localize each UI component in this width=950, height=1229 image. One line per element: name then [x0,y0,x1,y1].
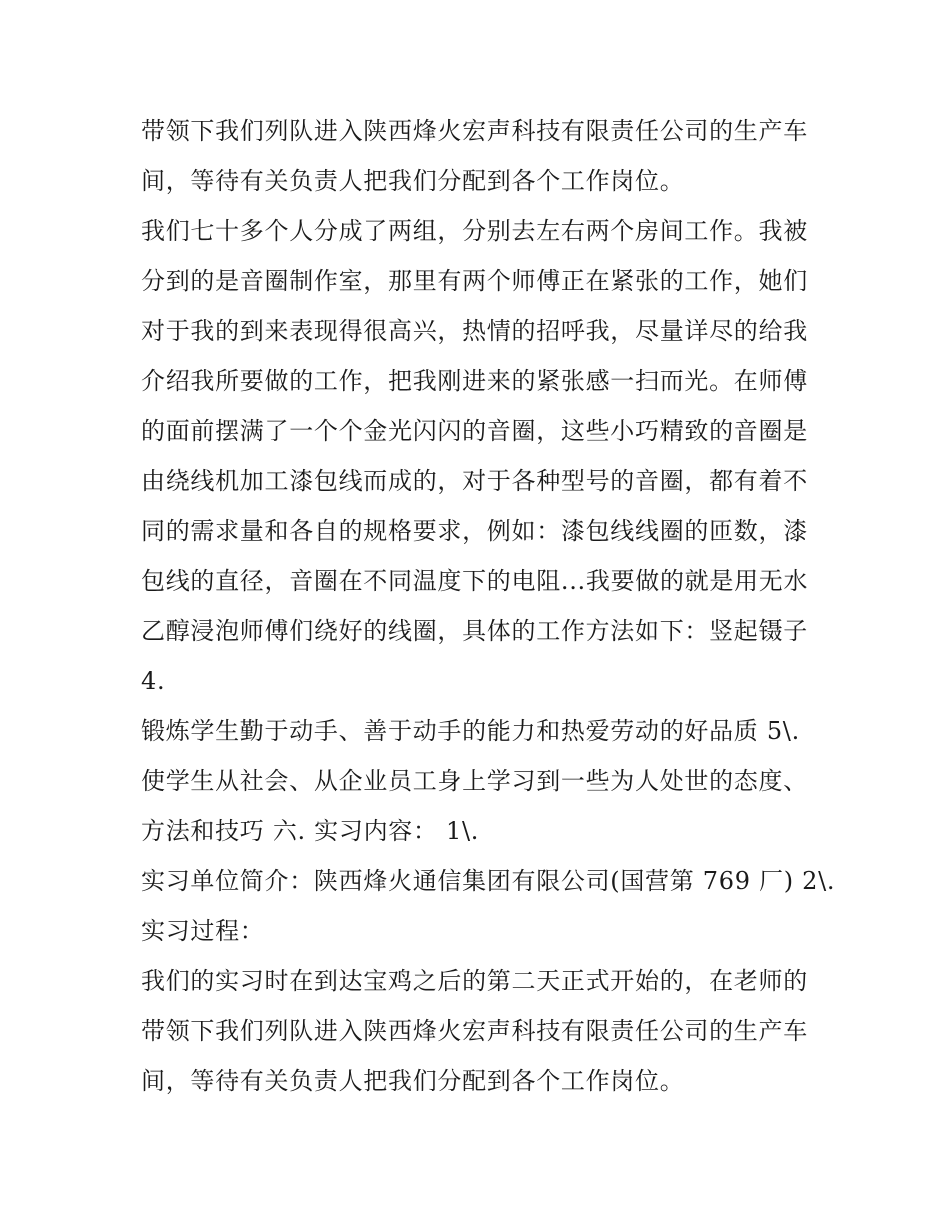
text-line: 的面前摆满了一个个金光闪闪的音圈，这些小巧精致的音圈是 [141,417,808,445]
text-line: 我们七十多个人分成了两组，分别去左右两个房间工作。我被 [141,217,808,245]
text-line: 带领下我们列队进入陕西烽火宏声科技有限责任公司的生产车 [141,117,808,145]
list-number: 4. [141,667,166,695]
text-line: 对于我的到来表现得很高兴，热情的招呼我，尽量详尽的给我 [141,317,808,345]
text-line: 乙醇浸泡师傅们绕好的线圈，具体的工作方法如下：竖起镊子 [141,617,808,645]
text-line: 间，等待有关负责人把我们分配到各个工作岗位。 [141,167,685,195]
text-line: 介绍我所要做的工作，把我刚进来的紧张感一扫而光。在师傅 [141,367,808,395]
text-line: 分到的是音圈制作室，那里有两个师傅正在紧张的工作，她们 [141,267,808,295]
section-heading-line: 实习过程： [141,917,265,945]
text-line: 由绕线机加工漆包线而成的，对于各种型号的音圈，都有着不 [141,467,808,495]
text-line: 我们的实习时在到达宝鸡之后的第二天正式开始的，在老师的 [141,967,808,995]
text-line: 同的需求量和各自的规格要求，例如：漆包线线圈的匝数，漆 [141,517,808,545]
text-line: 实习单位简介：陕西烽火通信集团有限公司(国营第 769 厂) 2\. [141,867,836,895]
text-line: 锻炼学生勤于动手、善于动手的能力和热爱劳动的好品质 5\. [141,717,800,745]
text-line: 间，等待有关负责人把我们分配到各个工作岗位。 [141,1067,685,1095]
text-line: 包线的直径，音圈在不同温度下的电阻...我要做的就是用无水 [141,567,809,595]
text-line: 使学生从社会、从企业员工身上学习到一些为人处世的态度、 [141,767,808,795]
document-page [141,106,836,1106]
section-heading-line: 方法和技巧 六. 实习内容： 1\. [141,817,480,845]
text-line: 带领下我们列队进入陕西烽火宏声科技有限责任公司的生产车 [141,1017,808,1045]
